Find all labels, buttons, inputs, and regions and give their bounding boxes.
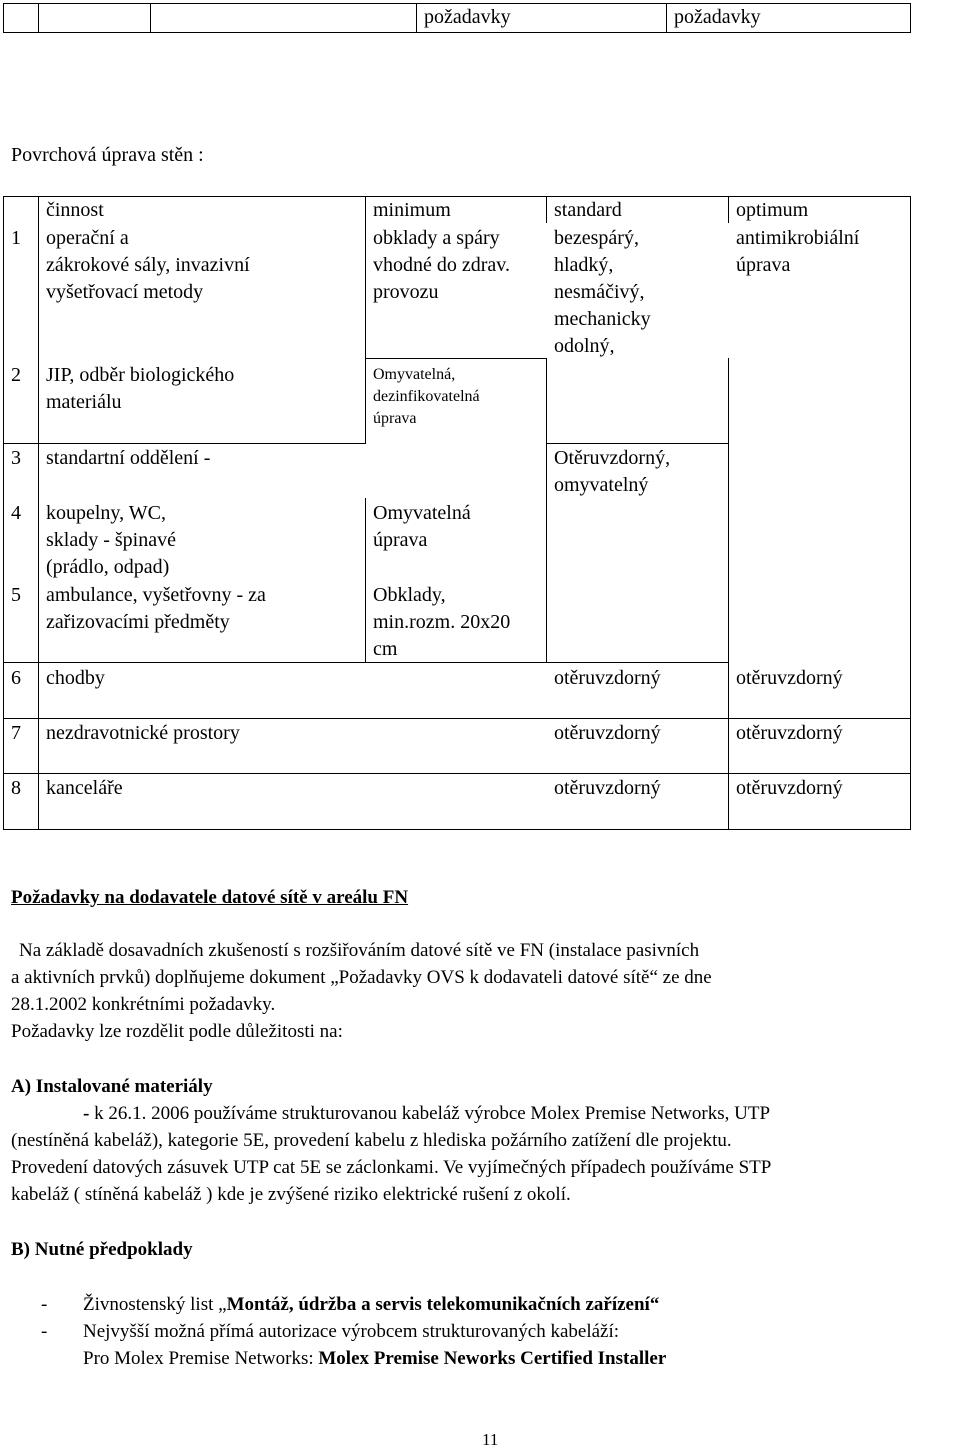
- row-number: 8: [11, 777, 21, 799]
- list-item-bold: Molex Premise Neworks Certified Installer: [318, 1348, 667, 1369]
- standard-text: Otěruvzdorný,: [554, 447, 671, 469]
- minimum-text: Obklady,: [373, 584, 446, 606]
- standard-text: otěruvzdorný: [554, 722, 661, 744]
- minimum-text: Omyvatelná: [373, 502, 471, 524]
- activity-text: (prádlo, odpad): [46, 556, 170, 578]
- activity-text: ambulance, vyšetřovny - za: [46, 584, 266, 606]
- header-activity: činnost: [46, 199, 104, 221]
- row-number: 4: [11, 502, 21, 524]
- paragraph-line: Požadavky lze rozdělit podle důležitosti na:: [11, 1021, 343, 1042]
- optimum-text: otěruvzdorný: [736, 667, 843, 689]
- list-item-text: Pro Molex Premise Networks:: [83, 1348, 319, 1369]
- list-bullet: -: [41, 1294, 48, 1315]
- standard-text: odolný,: [554, 335, 615, 357]
- header-optimum: optimum: [736, 199, 809, 221]
- row-number: 7: [11, 722, 21, 744]
- list-item: [83, 1291, 659, 1318]
- section-title: Povrchová úprava stěn :: [11, 144, 204, 166]
- list-item-bold: Montáž, údržba a servis telekomunikačních zařízení: [226, 1294, 650, 1315]
- requirements-heading: Požadavky na dodavatele datové sítě v areálu FN: [11, 887, 409, 908]
- minimum-text: úprava: [373, 529, 428, 551]
- standard-text: omyvatelný: [554, 474, 649, 496]
- optimum-text: antimikrobiální: [736, 227, 860, 249]
- optimum-text: otěruvzdorný: [736, 722, 843, 744]
- standard-text: otěruvzdorný: [554, 777, 661, 799]
- list-bullet: -: [41, 1321, 48, 1342]
- optimum-text: úprava: [736, 254, 791, 276]
- top-col3-label: požadavky: [424, 6, 511, 28]
- activity-text: kanceláře: [46, 777, 123, 799]
- minimum-text: min.rozm. 20x20: [373, 611, 511, 633]
- standard-text: mechanicky: [554, 308, 651, 330]
- activity-text: JIP, odběr biologického: [46, 364, 235, 386]
- row-number: 1: [11, 227, 21, 249]
- minimum-text: úprava: [373, 410, 417, 427]
- section-a-line: (nestíněná kabeláž), kategorie 5E, provedení kabelu z hlediska požárního zatížení dle projektu.: [11, 1130, 732, 1151]
- minimum-text: cm: [373, 638, 398, 660]
- minimum-text: dezinfikovatelná: [373, 388, 480, 405]
- activity-text: vyšetřovací metody: [46, 281, 204, 303]
- activity-text: sklady - špinavé: [46, 529, 176, 551]
- list-item: Nejvyšší možná přímá autorizace výrobcem strukturovaných kabeláží:: [83, 1321, 620, 1342]
- activity-text: nezdravotnické prostory: [46, 722, 240, 744]
- row-number: 2: [11, 364, 21, 386]
- activity-text: chodby: [46, 667, 105, 689]
- standard-text: nesmáčivý,: [554, 281, 645, 303]
- minimum-text: obklady a spáry: [373, 227, 500, 249]
- header-minimum: minimum: [373, 199, 451, 221]
- section-a-line: kabeláž ( stíněná kabeláž ) kde je zvýšené riziko elektrické rušení z okolí.: [11, 1184, 571, 1205]
- optimum-text: otěruvzdorný: [736, 777, 843, 799]
- row-number: 3: [11, 447, 21, 469]
- row-number: 5: [11, 584, 21, 606]
- paragraph-line: 28.1.2002 konkrétními požadavky.: [11, 994, 276, 1015]
- activity-text: standartní oddělení -: [46, 447, 211, 469]
- row-number: 6: [11, 667, 21, 689]
- activity-text: operační a: [46, 227, 129, 249]
- top-col4-label: požadavky: [674, 6, 761, 28]
- activity-text: materiálu: [46, 391, 122, 413]
- dash: -: [83, 1103, 95, 1124]
- closing-quote: “: [649, 1294, 660, 1315]
- section-b-title: B) Nutné předpoklady: [11, 1239, 193, 1260]
- list-item: [83, 1345, 666, 1372]
- page-number: 11: [482, 1430, 499, 1449]
- activity-text: zařizovacími předměty: [46, 611, 230, 633]
- paragraph-line: a aktivních prvků) doplňujeme dokument „Požadavky OVS k dodavateli datové sítě“ ze dne: [11, 967, 712, 988]
- minimum-text: vhodné do zdrav.: [373, 254, 510, 276]
- minimum-text: provozu: [373, 281, 439, 303]
- standard-text: bezespárý,: [554, 227, 639, 249]
- paragraph-line: Na základě dosavadních zkušeností s rozšiřováním datové sítě ve FN (instalace pasivních: [19, 940, 700, 961]
- section-a-line: Provedení datových zásuvek UTP cat 5E se záclonkami. Ve vyjímečných případech používáme STP: [11, 1157, 772, 1178]
- activity-text: koupelny, WC,: [46, 502, 166, 524]
- section-a-first-line: k 26.1. 2006 používáme strukturovanou kabeláž výrobce Molex Premise Networks, UTP: [94, 1103, 771, 1124]
- activity-text: zákrokové sály, invazivní: [46, 254, 250, 276]
- section-a-line: [83, 1100, 770, 1127]
- standard-text: otěruvzdorný: [554, 667, 661, 689]
- list-item-text: Živnostenský list „: [83, 1294, 227, 1315]
- minimum-text: Omyvatelná,: [373, 366, 456, 383]
- section-a-title: A) Instalované materiály: [11, 1076, 213, 1097]
- header-standard: standard: [554, 199, 622, 221]
- standard-text: hladký,: [554, 254, 614, 276]
